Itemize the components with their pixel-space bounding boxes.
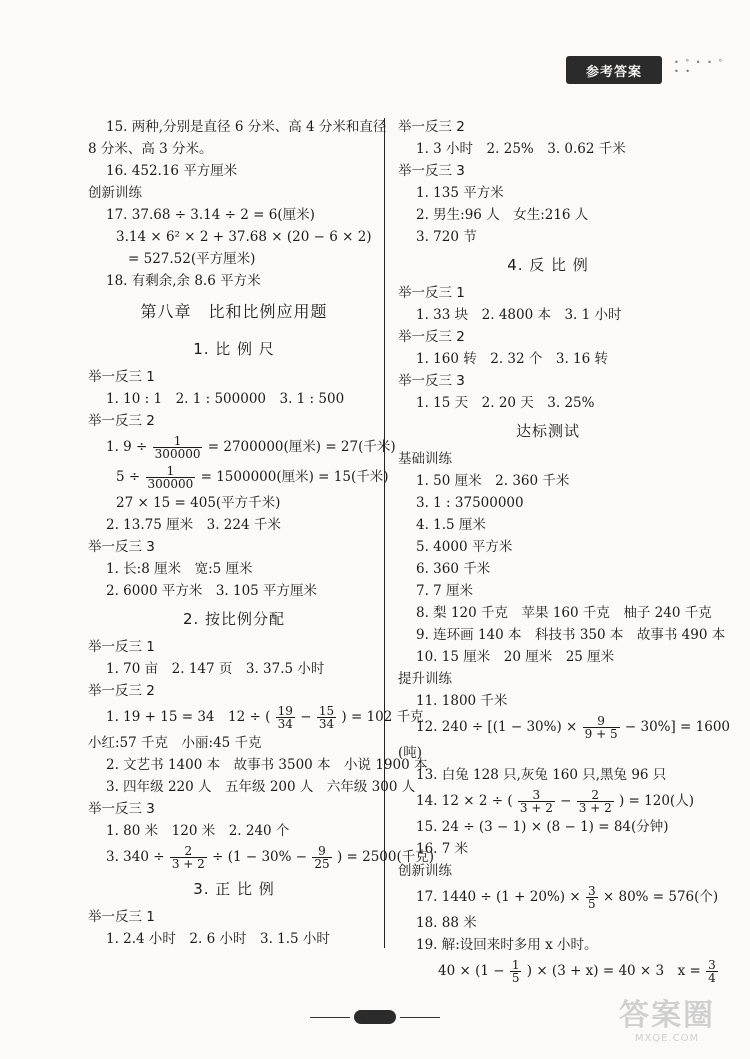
fraction xyxy=(518,789,555,814)
exercise-heading: 举一反三 3 xyxy=(88,539,155,555)
fraction-denominator: 34 xyxy=(318,717,335,731)
answer-text: 5 ÷ xyxy=(116,469,141,485)
fraction-numerator: 1 xyxy=(511,958,520,972)
fraction xyxy=(153,435,203,460)
fraction xyxy=(317,705,336,730)
answer-line: 1. 3 小时 2. 25% 3. 0.62 千米 xyxy=(416,141,626,157)
fraction-numerator: 3 xyxy=(587,884,596,898)
section-title: 1. 比 例 尺 xyxy=(193,340,275,358)
answer-line xyxy=(398,956,716,986)
subsection-heading: 创新训练 xyxy=(88,185,142,201)
answer-line: 10. 15 厘米 20 厘米 25 厘米 xyxy=(416,649,615,665)
answer-line xyxy=(398,786,698,816)
exercise-heading: 举一反三 2 xyxy=(88,683,155,699)
answer-line: 3. 720 节 xyxy=(416,229,477,245)
answer-line: 1. 长:8 厘米 宽:5 厘米 xyxy=(106,561,253,577)
answer-line: 13. 白兔 128 只,灰兔 160 只,黑兔 96 只 xyxy=(416,767,667,783)
fraction-denominator: 3 + 2 xyxy=(171,857,205,871)
answer-line: 18. 88 米 xyxy=(416,915,477,931)
answer-text: ) = 120(人) xyxy=(619,793,694,809)
answer-line: 16. 7 米 xyxy=(416,841,469,857)
fraction xyxy=(276,705,295,730)
exercise-heading: 举一反三 2 xyxy=(398,329,465,345)
answer-text: 17. 1440 ÷ (1 + 20%) × xyxy=(416,889,581,905)
chapter-title: 第八章 比和比例应用题 xyxy=(140,302,328,321)
fraction xyxy=(706,959,718,984)
exercise-heading: 举一反三 3 xyxy=(398,373,465,389)
answer-line: 18. 有剩余,余 8.6 平方米 xyxy=(106,273,261,289)
answer-line: 19. 解:设回来时多用 x 小时。 xyxy=(416,937,598,953)
answer-line: 3. 四年级 220 人 五年级 200 人 六年级 300 人 xyxy=(106,779,416,795)
answer-line: (吨) xyxy=(398,745,423,761)
answer-text: = 2700000(厘米) = 27(千米) xyxy=(207,439,396,455)
header-decoration: • ° • • ° • • xyxy=(674,58,725,76)
answer-line: 2. 6000 平方米 3. 105 平方厘米 xyxy=(106,583,318,599)
exercise-heading: 举一反三 1 xyxy=(88,909,155,925)
answer-text: ) = 2500(千克) xyxy=(336,849,434,865)
answer-line xyxy=(88,702,424,732)
answer-line: 1. 160 转 2. 32 个 3. 16 转 xyxy=(416,351,609,367)
fraction xyxy=(312,845,331,870)
watermark-text: 答案圈 xyxy=(619,998,715,1033)
fraction xyxy=(146,465,196,490)
exercise-heading: 举一反三 3 xyxy=(88,801,155,817)
answer-line: 3. 1 : 37500000 xyxy=(416,495,524,511)
watermark-logo xyxy=(602,999,732,1047)
fraction-denominator: 3 + 2 xyxy=(578,801,612,815)
fraction-numerator: 9 xyxy=(312,845,331,858)
watermark-url: MXQE.COM xyxy=(634,1033,700,1044)
fraction-numerator: 3 xyxy=(518,789,555,802)
exercise-heading: 举一反三 1 xyxy=(88,639,155,655)
fraction xyxy=(577,789,614,814)
subsection-heading: 创新训练 xyxy=(398,863,452,879)
answer-text: ) = 102 千克 xyxy=(341,709,424,725)
fraction-denominator: 25 xyxy=(314,857,330,871)
answer-line: 1. 15 天 2. 20 天 3. 25% xyxy=(416,395,595,411)
fraction-denominator: 5 xyxy=(511,971,520,985)
exercise-heading: 举一反三 2 xyxy=(88,413,155,429)
answer-text: 3. 340 ÷ xyxy=(106,849,165,865)
fraction-numerator: 1 xyxy=(146,465,196,478)
answer-text: − xyxy=(300,709,312,725)
header-band xyxy=(566,56,662,84)
answer-line: 6. 360 千米 xyxy=(416,561,491,577)
answer-line: 27 × 15 = 405(平方千米) xyxy=(116,495,281,511)
fraction-denominator: 300000 xyxy=(154,447,201,461)
answer-line: 7. 7 厘米 xyxy=(416,583,474,599)
fraction-numerator: 2 xyxy=(577,789,614,802)
fraction xyxy=(586,885,598,910)
footer-rule xyxy=(400,1017,440,1018)
section-title: 达标测试 xyxy=(515,422,580,440)
answer-line: 15. 24 ÷ (3 − 1) × (8 − 1) = 84(分钟) xyxy=(416,819,669,835)
answer-line: 1. 70 亩 2. 147 页 3. 37.5 小时 xyxy=(106,661,325,677)
answer-line: 4. 1.5 厘米 xyxy=(416,517,486,533)
fraction-numerator: 2 xyxy=(170,845,207,858)
subsection-heading: 基础训练 xyxy=(398,451,452,467)
answer-text: = 1500000(厘米) = 15(千米) xyxy=(200,469,389,485)
fraction-denominator: 34 xyxy=(277,717,293,731)
answer-line: 9. 连环画 140 本 科技书 350 本 故事书 490 本 xyxy=(416,627,726,643)
answer-line: 11. 1800 千米 xyxy=(416,693,508,709)
column-divider xyxy=(384,118,385,948)
answer-line: 2. 男生:96 人 女生:216 人 xyxy=(416,207,589,223)
answer-line: 17. 37.68 ÷ 3.14 ÷ 2 = 6(厘米) xyxy=(106,207,315,223)
answer-line: 2. 13.75 厘米 3. 224 千米 xyxy=(106,517,281,533)
answer-line: 1. 80 米 120 米 2. 240 个 xyxy=(106,823,290,839)
answer-text: ÷ (1 − 30% − xyxy=(212,849,308,865)
fraction xyxy=(583,715,620,740)
answer-text: − 30%] = 1600 xyxy=(624,719,731,735)
fraction xyxy=(510,959,522,984)
answer-line xyxy=(88,462,389,492)
fraction-numerator: 9 xyxy=(583,715,620,728)
answer-line: 16. 452.16 平方厘米 xyxy=(106,163,238,179)
answer-line: 1. 50 厘米 2. 360 千米 xyxy=(416,473,570,489)
exercise-heading: 举一反三 2 xyxy=(398,119,465,135)
section-title: 2. 按比例分配 xyxy=(182,610,286,628)
footer-rule xyxy=(310,1017,350,1018)
answer-line: 1. 10 : 1 2. 1 : 500000 3. 1 : 500 xyxy=(106,391,345,407)
answer-text: × 80% = 576(个) xyxy=(602,889,719,905)
section-title: 4. 反 比 例 xyxy=(507,256,589,274)
answer-text: 40 × (1 − xyxy=(438,963,505,979)
answer-text: 1. 9 ÷ xyxy=(106,439,148,455)
fraction-denominator: 3 + 2 xyxy=(519,801,553,815)
page-number-badge xyxy=(354,1010,396,1024)
answer-line xyxy=(88,432,396,462)
answer-text: − xyxy=(560,793,572,809)
fraction-numerator: 19 xyxy=(277,704,293,718)
answer-line xyxy=(398,882,719,912)
answer-line: 15. 两种,分别是直径 6 分米、高 4 分米和直径 xyxy=(106,119,387,135)
exercise-heading: 举一反三 1 xyxy=(398,285,465,301)
page-footer-ornament xyxy=(310,1010,440,1024)
fraction-numerator: 15 xyxy=(318,704,335,718)
answer-text: 12. 240 ÷ [(1 − 30%) × xyxy=(416,719,578,735)
answer-line: 1. 2.4 小时 2. 6 小时 3. 1.5 小时 xyxy=(106,931,330,947)
subsection-heading: 提升训练 xyxy=(398,671,452,687)
header-band-text: 参考答案 xyxy=(585,64,642,80)
answer-text: 14. 12 × 2 ÷ ( xyxy=(416,793,513,809)
answer-line: 8. 梨 120 千克 苹果 160 千克 柚子 240 千克 xyxy=(416,605,712,621)
fraction-denominator: 5 xyxy=(587,897,596,911)
answer-text: ) × (3 + x) = 40 × 3 x = xyxy=(526,963,701,979)
answer-line xyxy=(398,712,731,742)
fraction-denominator: 4 xyxy=(708,971,716,985)
answer-text: 1. 19 + 15 = 34 12 ÷ ( xyxy=(106,709,271,725)
fraction xyxy=(170,845,207,870)
answer-line: 1. 135 平方米 xyxy=(416,185,504,201)
section-title: 3. 正 比 例 xyxy=(193,880,275,898)
answer-line: 1. 33 块 2. 4800 本 3. 1 小时 xyxy=(416,307,622,323)
answer-line: 5. 4000 平方米 xyxy=(416,539,513,555)
fraction-denominator: 9 + 5 xyxy=(584,727,618,741)
fraction-numerator: 1 xyxy=(153,435,203,448)
answer-line: 2. 文艺书 1400 本 故事书 3500 本 小说 1900 本 xyxy=(106,757,428,773)
exercise-heading: 举一反三 1 xyxy=(88,369,155,385)
answer-line xyxy=(88,842,434,872)
fraction-denominator: 300000 xyxy=(147,477,194,491)
exercise-heading: 举一反三 3 xyxy=(398,163,465,179)
answer-line: = 527.52(平方厘米) xyxy=(128,251,256,267)
fraction-numerator: 3 xyxy=(708,958,716,972)
answer-line: 3.14 × 6² × 2 + 37.68 × (20 − 6 × 2) xyxy=(116,229,372,245)
answer-line: 8 分米、高 3 分米。 xyxy=(88,141,213,157)
right-column xyxy=(398,116,731,986)
answer-line: 小红:57 千克 小丽:45 千克 xyxy=(88,735,262,751)
